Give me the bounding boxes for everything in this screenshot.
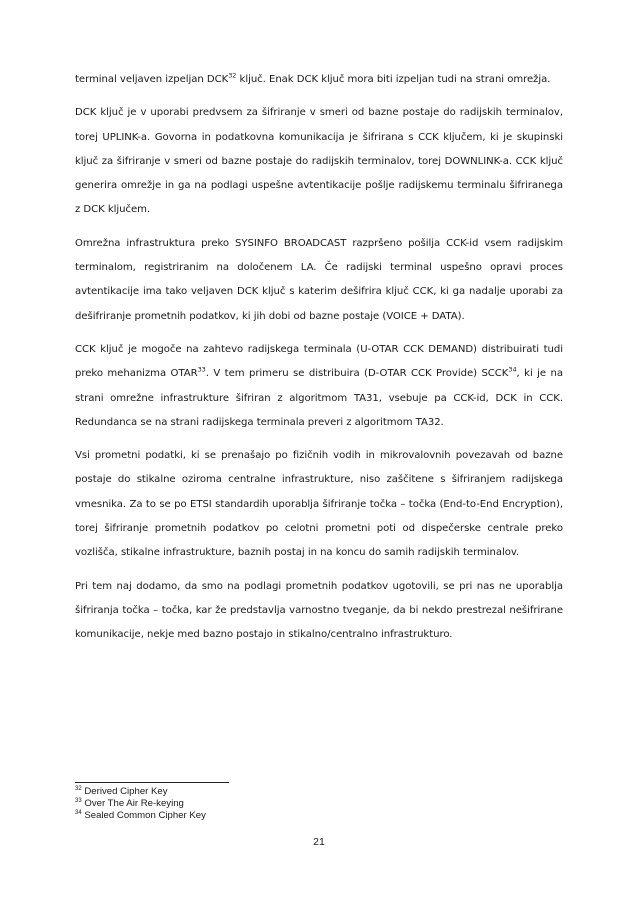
footnote-text: Sealed Common Cipher Key bbox=[84, 810, 206, 821]
footnote-number: 32 bbox=[75, 785, 82, 792]
paragraph-text: DCK ključ je v uporabi predvsem za šifriranje v smeri od bazne postaje do radijskih terminalov, torej UPLINK-a. Govorna in podatkovna komunikacija je šifrirana s CCK ključem, ki je skupinski ključ za šifriranje v smeri od bazne postaje do radijskih terminalov, torej DOWNLINK-a. CCK ključ generira omrežje in ga na podlagi uspešne avtentikacije pošlje radijskemu terminalu šifriranega z DCK ključem. bbox=[75, 107, 563, 216]
paragraph-text: Vsi prometni podatki, ki se prenašajo po fizičnih vodih in mikrovalovnih povezavah od bazne postaje do stikalne oziroma centralne infrastrukture, niso zaščitene s šifriranjem radijskega vmesnika. Za to se po ETSI standardih uporablja šifriranje točka – točka (End-to-End Encryption), torej šifriranje prometnih podatkov po celotni prometni poti od dispečerske centrale preko vozlišča, stikalne infrastrukture, baznih postaj in na koncu do samih radijskih terminalov. bbox=[75, 450, 563, 559]
footnote bbox=[75, 798, 375, 810]
paragraph bbox=[75, 338, 563, 435]
footnote-text: Derived Cipher Key bbox=[84, 786, 168, 797]
footnotes bbox=[75, 786, 375, 822]
paragraph-text: terminal veljaven izpeljan DCK bbox=[75, 74, 229, 85]
paragraph bbox=[75, 575, 563, 648]
footnote-number: 33 bbox=[75, 797, 82, 804]
paragraph bbox=[75, 232, 563, 329]
footnote-number: 34 bbox=[75, 809, 82, 816]
paragraph-text: CCK ključ je mogoče na zahtevo radijskega terminala (U-OTAR CCK DEMAND) distribuirati tudi preko mehanizma OTAR bbox=[75, 343, 563, 380]
paragraph bbox=[75, 68, 563, 92]
paragraph-text: . V tem primeru se distribuira (D-OTAR CCK Provide) SCCK bbox=[205, 368, 509, 380]
paragraph bbox=[75, 444, 563, 565]
paragraph-text: ključ. Enak DCK ključ mora biti izpeljan tudi na strani omrežja. bbox=[236, 74, 551, 85]
paragraph bbox=[75, 101, 563, 222]
footnote bbox=[75, 786, 375, 798]
page-number: 21 bbox=[313, 836, 325, 848]
paragraph-text: Omrežna infrastruktura preko SYSINFO BROADCAST razpršeno pošilja CCK-id vsem radijskim terminalom, registriranim na določenem LA. Če radijski terminal uspešno opravi proces avtentikacije ima tako veljaven DCK ključ s katerim dešifrira ključ CCK, ki ga nadalje uporabi za dešifriranje prometnih podatkov, ki jih dobi od bazne postaje (VOICE + DATA). bbox=[75, 237, 563, 322]
footnote-reference: 32 bbox=[228, 71, 237, 80]
footnote-reference: 34 bbox=[508, 365, 517, 374]
paragraph-text: Pri tem naj dodamo, da smo na podlagi prometnih podatkov ugotovili, se pri nas ne uporablja šifriranja točka – točka, kar že predstavlja varnostno tveganje, da bi nekdo prestrezal nešifrirane komunikacije, nekje med bazno postajo in stikalno/centralno infrastrukturo. bbox=[75, 580, 563, 641]
footnote-reference: 33 bbox=[197, 365, 206, 374]
footnote bbox=[75, 810, 375, 822]
paragraph-text: , ki je na strani omrežne infrastrukture šifriran z algoritmom TA31, vsebuje pa CCK-id, DCK in CCK. Redundanca se na strani radijskega terminala preveri z algoritmom TA32. bbox=[75, 368, 563, 428]
footnote-separator bbox=[75, 782, 229, 783]
body-text bbox=[75, 68, 563, 657]
footnote-text: Over The Air Re-keying bbox=[84, 798, 184, 809]
